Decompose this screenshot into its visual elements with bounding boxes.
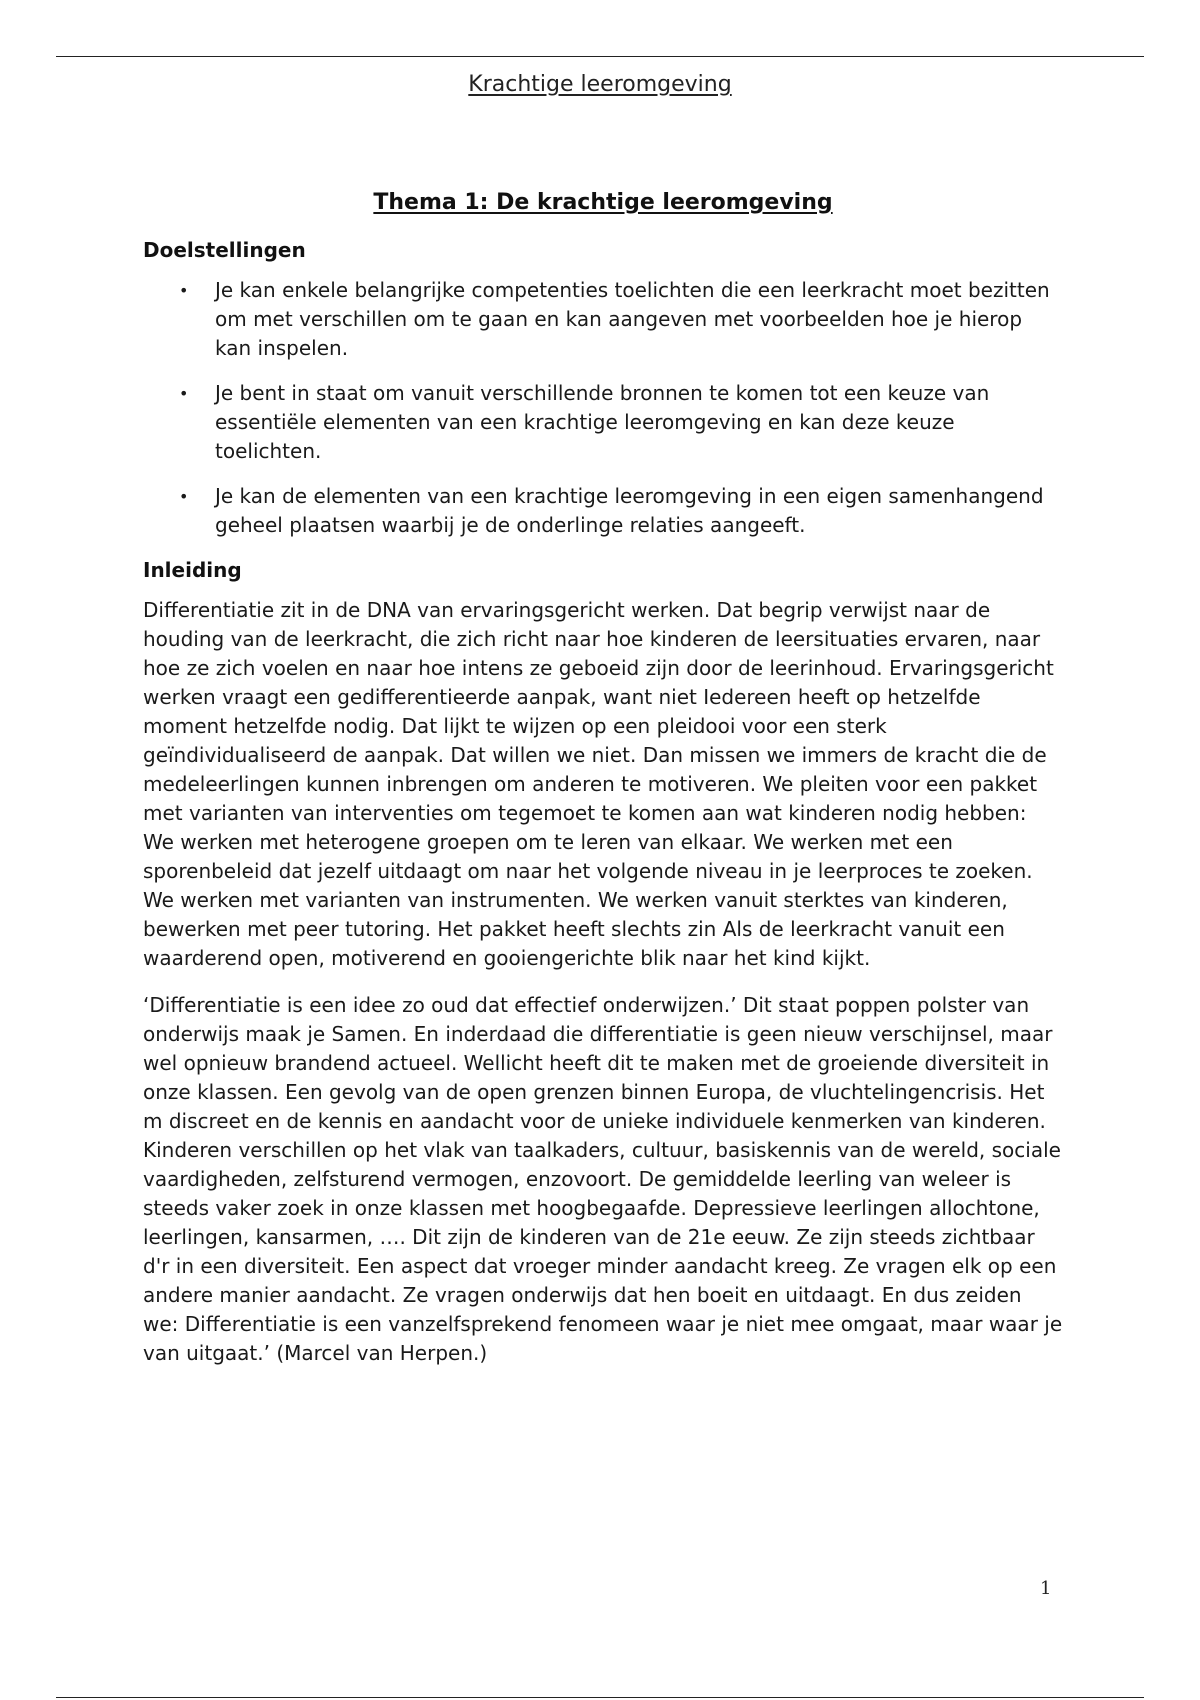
goal-item <box>143 482 1063 540</box>
theme-title: Thema 1: De krachtige leeromgeving <box>373 190 833 215</box>
intro-paragraph: Differentiatie zit in de DNA van ervaringsgericht werken. Dat begrip verwijst naar de houding van de leerkracht, die zich richt naar hoe kinderen de leersituaties ervaren, naar hoe ze zich voelen en naar hoe intens ze geboeid zijn door de leerinhoud. Ervaringsgericht werken vraagt een gedifferentieerde aanpak, want niet Iedereen heeft op hetzelfde moment hetzelfde nodig. Dat lijkt te wijzen op een pleidooi voor een sterk geïndividualiseerd de aanpak. Dat willen we niet. Dan missen we immers de kracht die de medeleerlingen kunnen inbrengen om anderen te motiveren. We pleiten voor een pakket met varianten van interventies om tegemoet te komen aan wat kinderen nodig hebben: We werken met heterogene groepen om te leren van elkaar. We werken met een sporenbeleid dat jezelf uitdaagt om naar het volgende niveau in je leerproces te zoeken. We werken met varianten van instrumenten. We werken vanuit sterktes van kinderen, bewerken met peer tutoring. Het pakket heeft slechts zin Als de leerkracht vanuit een waarderend open, motiverend en gooiengerichte blik naar het kind kijkt. <box>143 598 1054 970</box>
page-number: 1 <box>1040 1578 1052 1599</box>
header-rule <box>56 56 1144 57</box>
goals-heading: Doelstellingen <box>143 238 306 262</box>
quote-paragraph: ‘Differentiatie is een idee zo oud dat effectief onderwijzen.’ Dit staat poppen polster van onderwijs maak je Samen. En inderdaad die differentiatie is geen nieuw verschijnsel, maar wel opnieuw brandend actueel. Wellicht heeft dit te maken met de groeiende diversiteit in onze klassen. Een gevolg van de open grenzen binnen Europa, de vluchtelingencrisis. Het m discreet en de kennis en aandacht voor de unieke individuele kenmerken van kinderen. Kinderen verschillen op het vlak van taalkaders, cultuur, basiskennis van de wereld, sociale vaardigheden, zelfsturend vermogen, enzovoort. De gemiddelde leerling van weleer is steeds vaker zoek in onze klassen met hoogbegaafde. Depressieve leerlingen allochtone, leerlingen, kansarmen, …. Dit zijn de kinderen van de 21e eeuw. Ze zijn steeds zichtbaar d'r in een diversiteit. Een aspect dat vroeger minder aandacht kreeg. Ze vragen elk op een andere manier aandacht. Ze vragen onderwijs dat hen boeit en uitdaagt. En dus zeiden we: Differentiatie is een vanzelfsprekend fenomeen waar je niet mee omgaat, maar waar je van uitgaat.’ (Marcel van Herpen.) <box>143 993 1063 1365</box>
goal-text: Je bent in staat om vanuit verschillende bronnen te komen tot een keuze van essentiële elementen van een krachtige leeromgeving en kan deze keuze toelichten. <box>215 381 990 463</box>
footer-rule <box>56 1697 1144 1698</box>
bullet-icon: • <box>179 281 189 300</box>
running-header-title: Krachtige leeromgeving <box>468 72 732 97</box>
goal-item <box>143 379 1063 466</box>
goal-text: Je kan enkele belangrijke competenties toelichten die een leerkracht moet bezitten om met verschillen om te gaan en kan aangeven met voorbeelden hoe je hierop kan inspelen. <box>215 278 1050 360</box>
bullet-icon: • <box>179 487 189 506</box>
page-body <box>143 188 1063 1386</box>
goals-list <box>143 276 1063 540</box>
intro-heading: Inleiding <box>143 558 242 582</box>
goal-item <box>143 276 1063 363</box>
bullet-icon: • <box>179 384 189 403</box>
goal-text: Je kan de elementen van een krachtige leeromgeving in een eigen samenhangend geheel plaatsen waarbij je de onderlinge relaties aangeeft. <box>215 484 1044 537</box>
